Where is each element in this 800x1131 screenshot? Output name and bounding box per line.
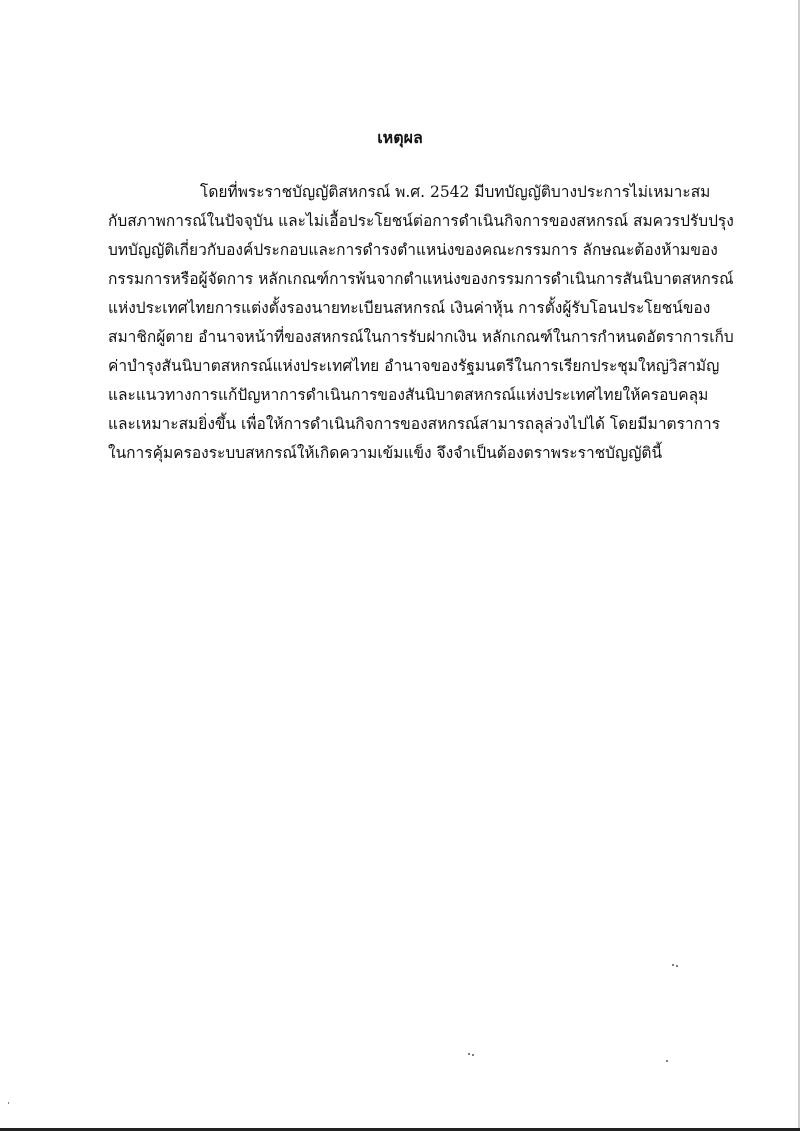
paragraph-line-1: โดยที่พระราชบัญญัติสหกรณ์ พ.ศ. 2542 มีบทบัญญัติบางประการไม่เหมาะสม [200,183,711,201]
paragraph-line-10: ในการคุ้มครองระบบสหกรณ์ให้เกิดความเข้มแข็ง จึงจำเป็นต้องตราพระราชบัญญัตินี้ [108,444,663,462]
scan-speck [666,1060,668,1062]
document-heading: เหตุผล [377,128,423,147]
paragraph-line-3: บทบัญญัติเกี่ยวกับองค์ประกอบและการดำรงตำแหน่งของคณะกรรมการ ลักษณะต้องห้ามของ [108,241,718,259]
scan-speck [676,965,678,967]
paragraph-line-2: กับสภาพการณ์ในปัจจุบัน และไม่เอื้อประโยชน์ต่อการดำเนินกิจการของสหกรณ์ สมควรปรับปรุง [108,212,734,230]
paragraph-line-5: แห่งประเทศไทยการแต่งตั้งรองนายทะเบียนสหกรณ์ เงินค่าหุ้น การตั้งผู้รับโอนประโยชน์ของ [108,299,711,317]
paragraph-line-4: กรรมการหรือผู้จัดการ หลักเกณฑ์การพ้นจากตำแหน่งของกรรมการดำเนินการสันนิบาตสหกรณ์ [108,270,734,288]
scan-speck [472,1054,474,1056]
scan-speck [468,1053,470,1055]
scan-speck [8,1102,9,1104]
paragraph-line-7: ค่าบำรุงสันนิบาตสหกรณ์แห่งประเทศไทย อำนาจของรัฐมนตรีในการเรียกประชุมใหญ่วิสามัญ [108,357,720,375]
scan-speck [672,964,674,966]
paragraph-line-6: สมาชิกผู้ตาย อำนาจหน้าที่ของสหกรณ์ในการรับฝากเงิน หลักเกณฑ์ในการกำหนดอัตราการเก็บ [108,328,734,346]
paragraph-line-8: และแนวทางการแก้ปัญหาการดำเนินการของสันนิบาตสหกรณ์แห่งประเทศไทยให้ครอบคลุม [108,386,709,404]
paragraph-line-9: และเหมาะสมยิ่งขึ้น เพื่อให้การดำเนินกิจการของสหกรณ์สามารถลุล่วงไปได้ โดยมีมาตราการ [108,415,721,433]
